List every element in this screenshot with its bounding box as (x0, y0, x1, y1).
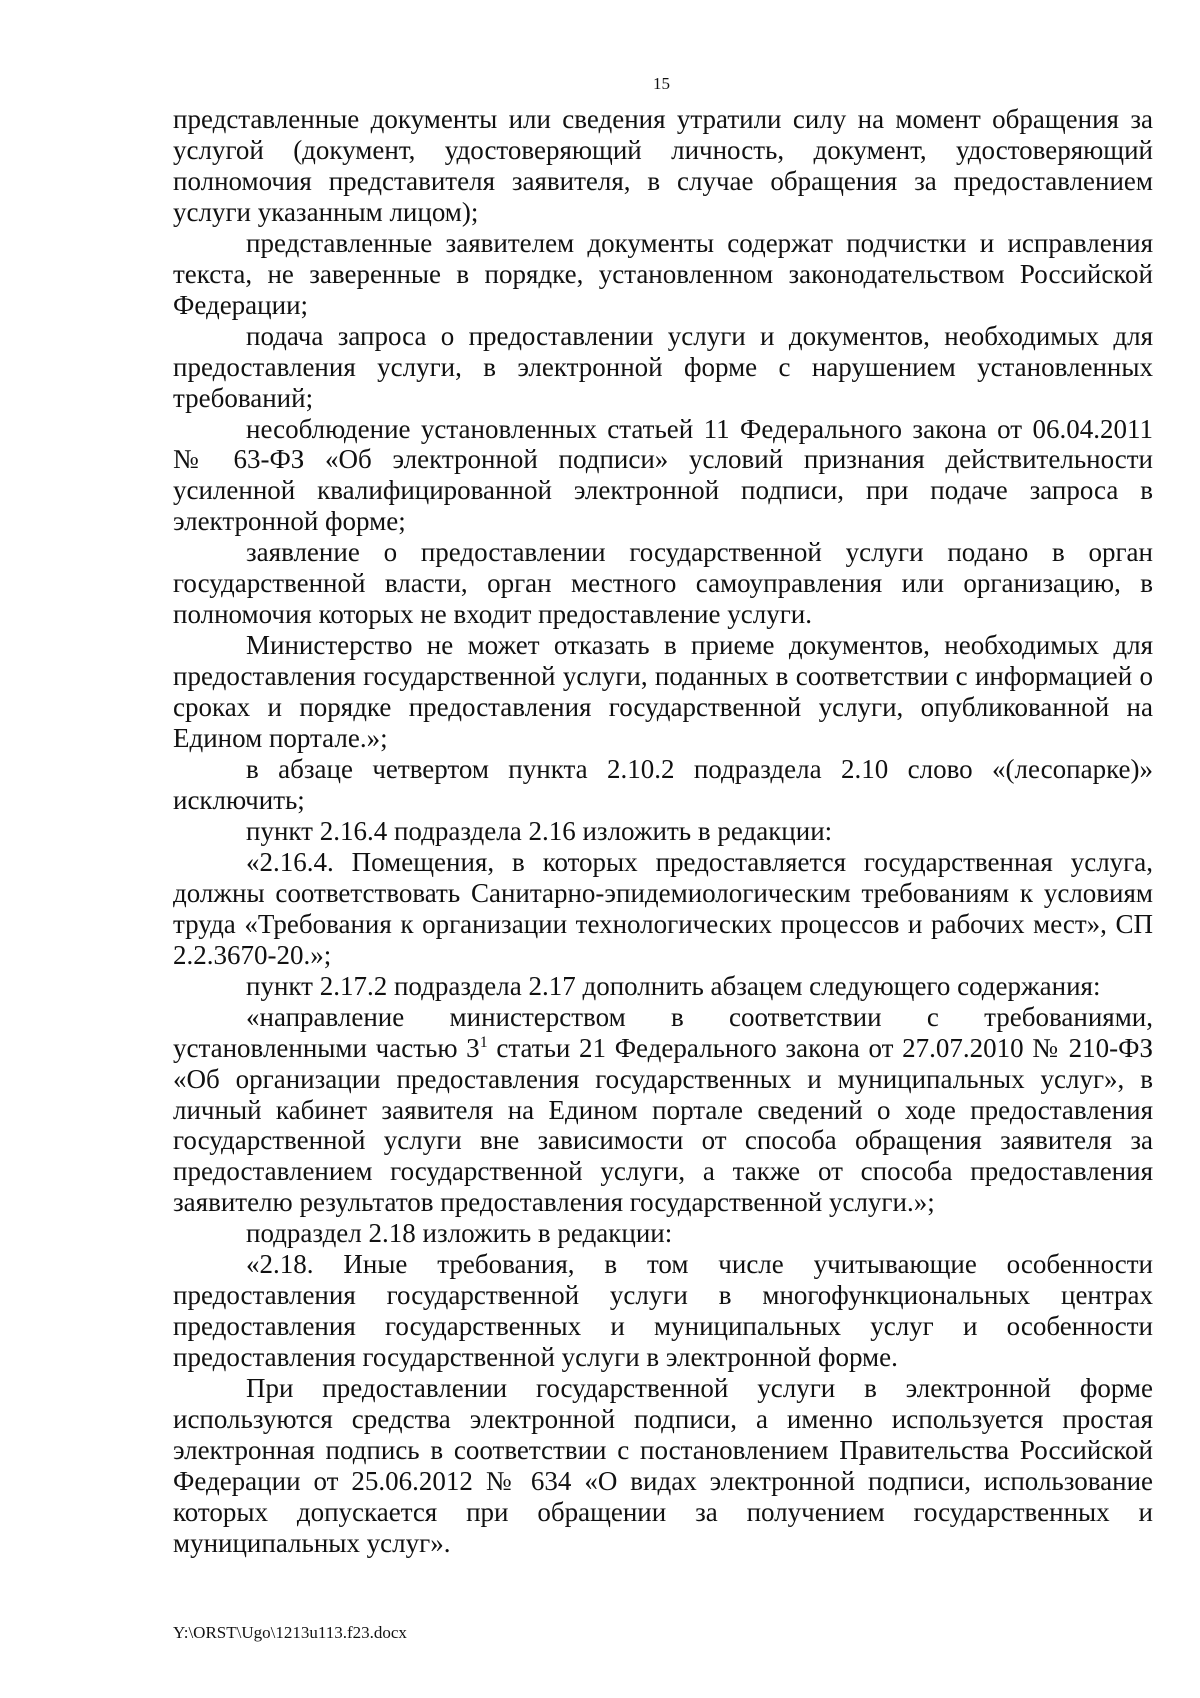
paragraph-5: заявление о предоставлении государственной услуги подано в орган государственной власти, орган местного самоуправления или организацию, в полномочия которых не входит предоставление услуги. (173, 537, 1153, 630)
paragraph-11-start: «направление министерством в соответствии с требованиями, установленными частью 3 (173, 1001, 1153, 1063)
paragraph-12: подраздел 2.18 изложить в редакции: (246, 1218, 673, 1249)
document-body (173, 104, 1153, 1559)
paragraph-7: в абзаце четвертом пункта 2.10.2 подраздела 2.10 слово «(лесопарке)» исключить; (173, 754, 1153, 815)
paragraph-14: При предоставлении государственной услуги в электронной форме используются средства электронной подписи, а именно используется простая электронная подпись в соответствии с постановлением Правительства Российской Федерации от 25.06.2012 № 634 «О видах электронной подписи, использование которых допускается при обращении за получением государственных и муниципальных услуг». (173, 1373, 1153, 1558)
footer-file-path: Y:\ORST\Ugo\1213u113.f23.docx (173, 1623, 407, 1642)
paragraph-11-end: статьи 21 Федерального закона от 27.07.2010 № 210-ФЗ «Об организации предоставления государственных и муниципальных услуг», в личный кабинет заявителя на Едином портале сведений о ходе предоставления государственной услуги вне зависимости от способа обращения заявителя за предоставлением государственной услуги, а также от способа предоставления заявителю результатов предоставления государственной услуги.»; (173, 1032, 1153, 1218)
paragraph-9: «2.16.4. Помещения, в которых предоставляется государственная услуга, должны соответствовать Санитарно-эпидемиологическим требованиям к условиям труда «Требования к организации технологических процессов и рабочих мест», СП 2.2.3670-20.»; (173, 846, 1153, 970)
superscript: 1 (479, 1033, 488, 1051)
paragraph-8: пункт 2.16.4 подраздела 2.16 изложить в редакции: (246, 815, 833, 846)
paragraph-1: представленные документы или сведения утратили силу на момент обращения за услугой (документ, удостоверяющий личность, документ, удостоверяющий полномочия представителя заявителя, в случае обращения за предоставлением услуги указанным лицом); (173, 104, 1153, 227)
paragraph-13: «2.18. Иные требования, в том числе учитывающие особенности предоставления государственной услуги в многофункциональных центрах предоставления государственных и муниципальных услуг и особенности предоставления государственной услуги в электронной форме. (173, 1249, 1153, 1373)
paragraph-11 (173, 1002, 1153, 1219)
paragraph-4: несоблюдение установленных статьей 11 Федерального закона от 06.04.2011 № 63-ФЗ «Об электронной подписи» условий признания действительности усиленной квалифицированной электронной подписи, при подаче запроса в электронной форме; (173, 413, 1153, 537)
paragraph-10: пункт 2.17.2 подраздела 2.17 дополнить абзацем следующего содержания: (246, 970, 1101, 1001)
paragraph-3: подача запроса о предоставлении услуги и документов, необходимых для предоставления услуги, в электронной форме с нарушением установленных требований; (173, 320, 1153, 413)
paragraph-2: представленные заявителем документы содержат подчистки и исправления текста, не заверенные в порядке, установленном законодательством Российской Федерации; (173, 227, 1153, 320)
page-number: 15 (653, 74, 670, 93)
paragraph-6: Министерство не может отказать в приеме документов, необходимых для предоставления государственной услуги, поданных в соответствии с информацией о сроках и порядке предоставления государственной услуги, опубликованной на Едином портале.»; (173, 630, 1153, 754)
